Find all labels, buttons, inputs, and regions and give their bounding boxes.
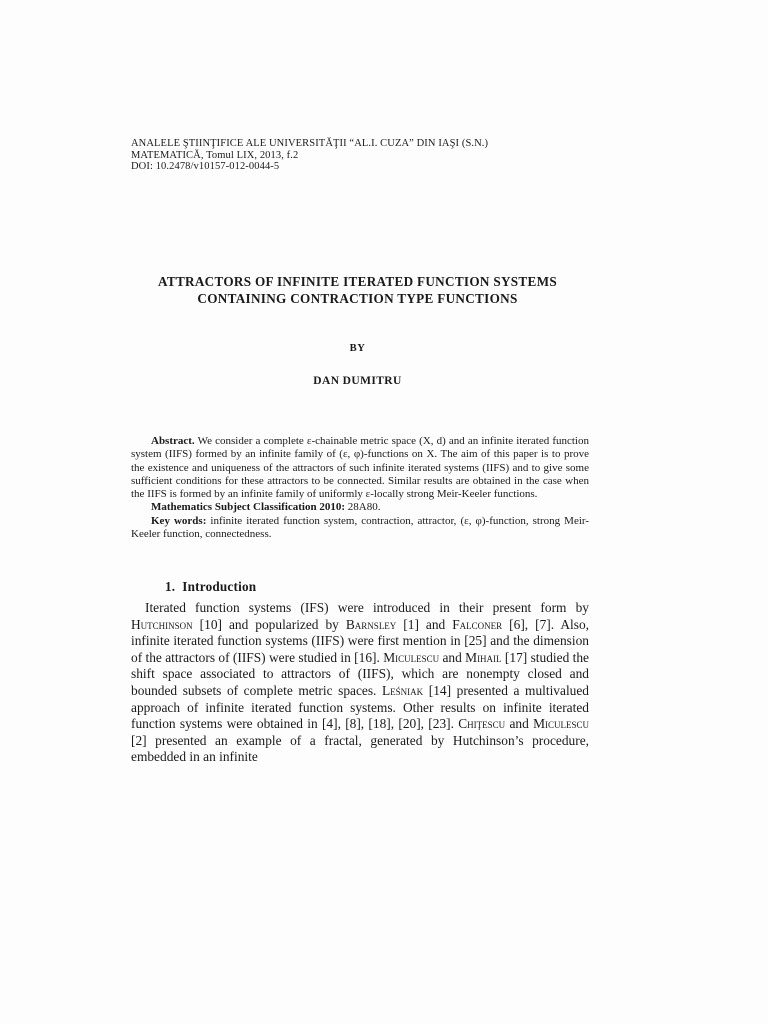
author-ref-falconer: Falconer	[452, 616, 503, 632]
paper-title: ATTRACTORS OF INFINITE ITERATED FUNCTION SYSTEMS CONTAINING CONTRACTION TYPE FUNCTIONS	[158, 274, 557, 306]
author-ref-miculescu: Miculescu	[383, 649, 440, 665]
intro-text: [14] presented a multivalued approach of infinite iterated function systems. Other results on infinite iterated function systems were obtained in [4], [8], [18], [20], [23].	[131, 682, 589, 732]
intro-text: [17] studied the shift space associated to attractors of (IIFS), which are nonempty closed and bounded subsets of complete metric spaces.	[131, 649, 589, 698]
section-title: Introduction	[182, 579, 257, 594]
keywords-label: Key words:	[151, 514, 207, 527]
intro-paragraph	[131, 600, 589, 766]
abstract-label: Abstract.	[151, 435, 195, 447]
section-number: 1.	[165, 579, 176, 594]
author-ref-chitescu: Chiţescu	[458, 716, 506, 732]
msc-line	[131, 501, 589, 514]
keywords-value: infinite iterated function system, contraction, attractor, (ε, φ)-function, strong Meir-Keeler function, connectedness.	[131, 514, 589, 541]
journal-header	[131, 138, 651, 173]
intro-text: [1] and	[396, 616, 453, 632]
msc-value: 28A80.	[347, 501, 381, 514]
author-ref-miculescu-2: Miculescu	[533, 716, 589, 732]
journal-name: ANALELE ŞTIINŢIFICE ALE UNIVERSITĂŢII “AL.I. CUZA” DIN IAŞI (S.N.)	[131, 138, 489, 149]
abstract-paragraph	[131, 435, 589, 501]
intro-text: Iterated function systems (IFS) were introduced in their present form by	[145, 600, 589, 615]
author-ref-mihail: Mihail	[465, 649, 502, 665]
author-name: DAN DUMITRU	[313, 375, 402, 387]
intro-text: [10] and popularized by	[192, 616, 346, 632]
author-ref-hutchinson: Hutchinson	[131, 616, 193, 632]
journal-volume: MATEMATICĂ, Tomul LIX, 2013, f.2	[131, 149, 299, 161]
by-label: BY	[349, 343, 366, 354]
intro-text: [6], [7]. Also, infinite iterated function systems (IIFS) were first mention in [25] and the dimension of the attractors of (IIFS) were studied in [16].	[131, 616, 589, 665]
intro-text: and	[439, 649, 466, 665]
author-ref-barnsley: Barnsley	[345, 616, 397, 632]
journal-doi: DOI: 10.2478/v10157-012-0044-5	[131, 161, 280, 172]
section-heading	[165, 579, 256, 595]
intro-text: [2] presented an example of a fractal, generated by Hutchinson’s procedure, embedded in an infinite	[131, 732, 589, 765]
abstract-block	[131, 435, 589, 541]
intro-body	[131, 600, 589, 766]
keywords-line	[131, 515, 589, 542]
author-ref-lesniak: Leśniak	[381, 682, 424, 698]
abstract-text: We consider a complete ε-chainable metric space (X, d) and an infinite iterated function system (IIFS) formed by an infinite family of (ε, φ)-functions on X. The aim of this paper is to prove the existence and uniqueness of the attractors of such infinite iterated systems (IIFS) and to give some sufficient conditions for these attractors to be connected. Similar results are obtained in the case when the IIFS is formed by an infinite family of uniformly ε-locally strong Meir-Keeler functions.	[131, 435, 589, 501]
intro-text: and	[505, 716, 534, 732]
msc-label: Mathematics Subject Classification 2010:	[151, 501, 346, 514]
